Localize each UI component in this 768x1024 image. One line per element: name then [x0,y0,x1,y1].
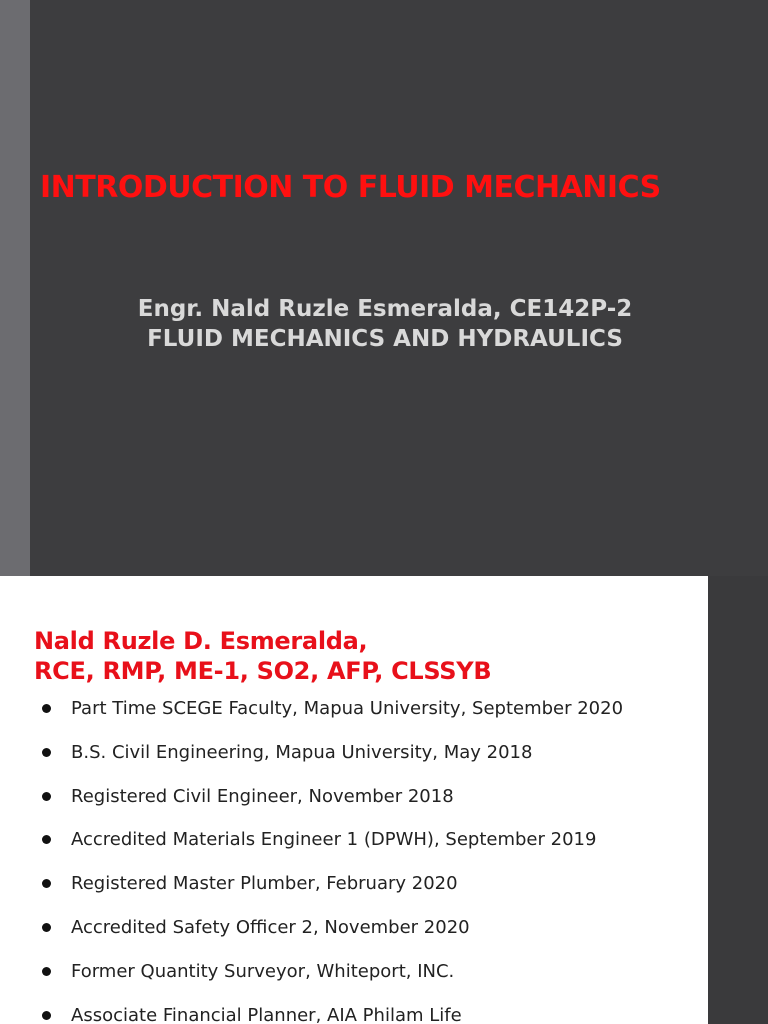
list-item [0,915,708,959]
bullet-icon [42,704,51,713]
bullet-icon [42,923,51,932]
list-item [0,1003,708,1024]
list-item [0,959,708,1003]
bullet-icon [42,967,51,976]
subtitle-course-line: FLUID MECHANICS AND HYDRAULICS [147,326,623,352]
list-item-text: Accredited Safety Officer 2, November 2020 [71,916,470,938]
slide-title: INTRODUCTION TO FLUID MECHANICS [40,170,661,205]
list-item-text: Registered Civil Engineer, November 2018 [71,785,454,807]
bullet-icon [42,792,51,801]
profile-slide [0,576,708,1024]
list-item-text: Registered Master Plumber, February 2020 [71,873,458,895]
list-item-text: Accredited Materials Engineer 1 (DPWH), September 2019 [71,829,597,851]
profile-credentials: RCE, RMP, ME-1, SO2, AFP, CLSSYB [34,657,492,685]
list-item [0,696,708,740]
credentials-list [0,696,708,1024]
profile-name: Nald Ruzle D. Esmeralda, [34,627,368,655]
list-item [0,871,708,915]
bullet-icon [42,835,51,844]
list-item-text: Part Time SCEGE Faculty, Mapua University, September 2020 [71,698,624,719]
bullet-icon [42,1011,51,1020]
slide-subtitle [40,294,730,354]
profile-heading [34,626,491,686]
list-item-text: Former Quantity Surveyor, Whiteport, INC. [71,960,455,982]
list-item [0,784,708,828]
bullet-icon [42,879,51,888]
list-item [0,827,708,871]
list-item [0,740,708,784]
bullet-icon [42,748,51,757]
list-item-text: Associate Financial Planner, AIA Philam Life [71,1004,462,1024]
slide-accent-strip [0,0,30,576]
subtitle-author-line: Engr. Nald Ruzle Esmeralda, CE142P-2 [137,296,633,322]
list-item-text: B.S. Civil Engineering, Mapua University, May 2018 [71,741,533,763]
